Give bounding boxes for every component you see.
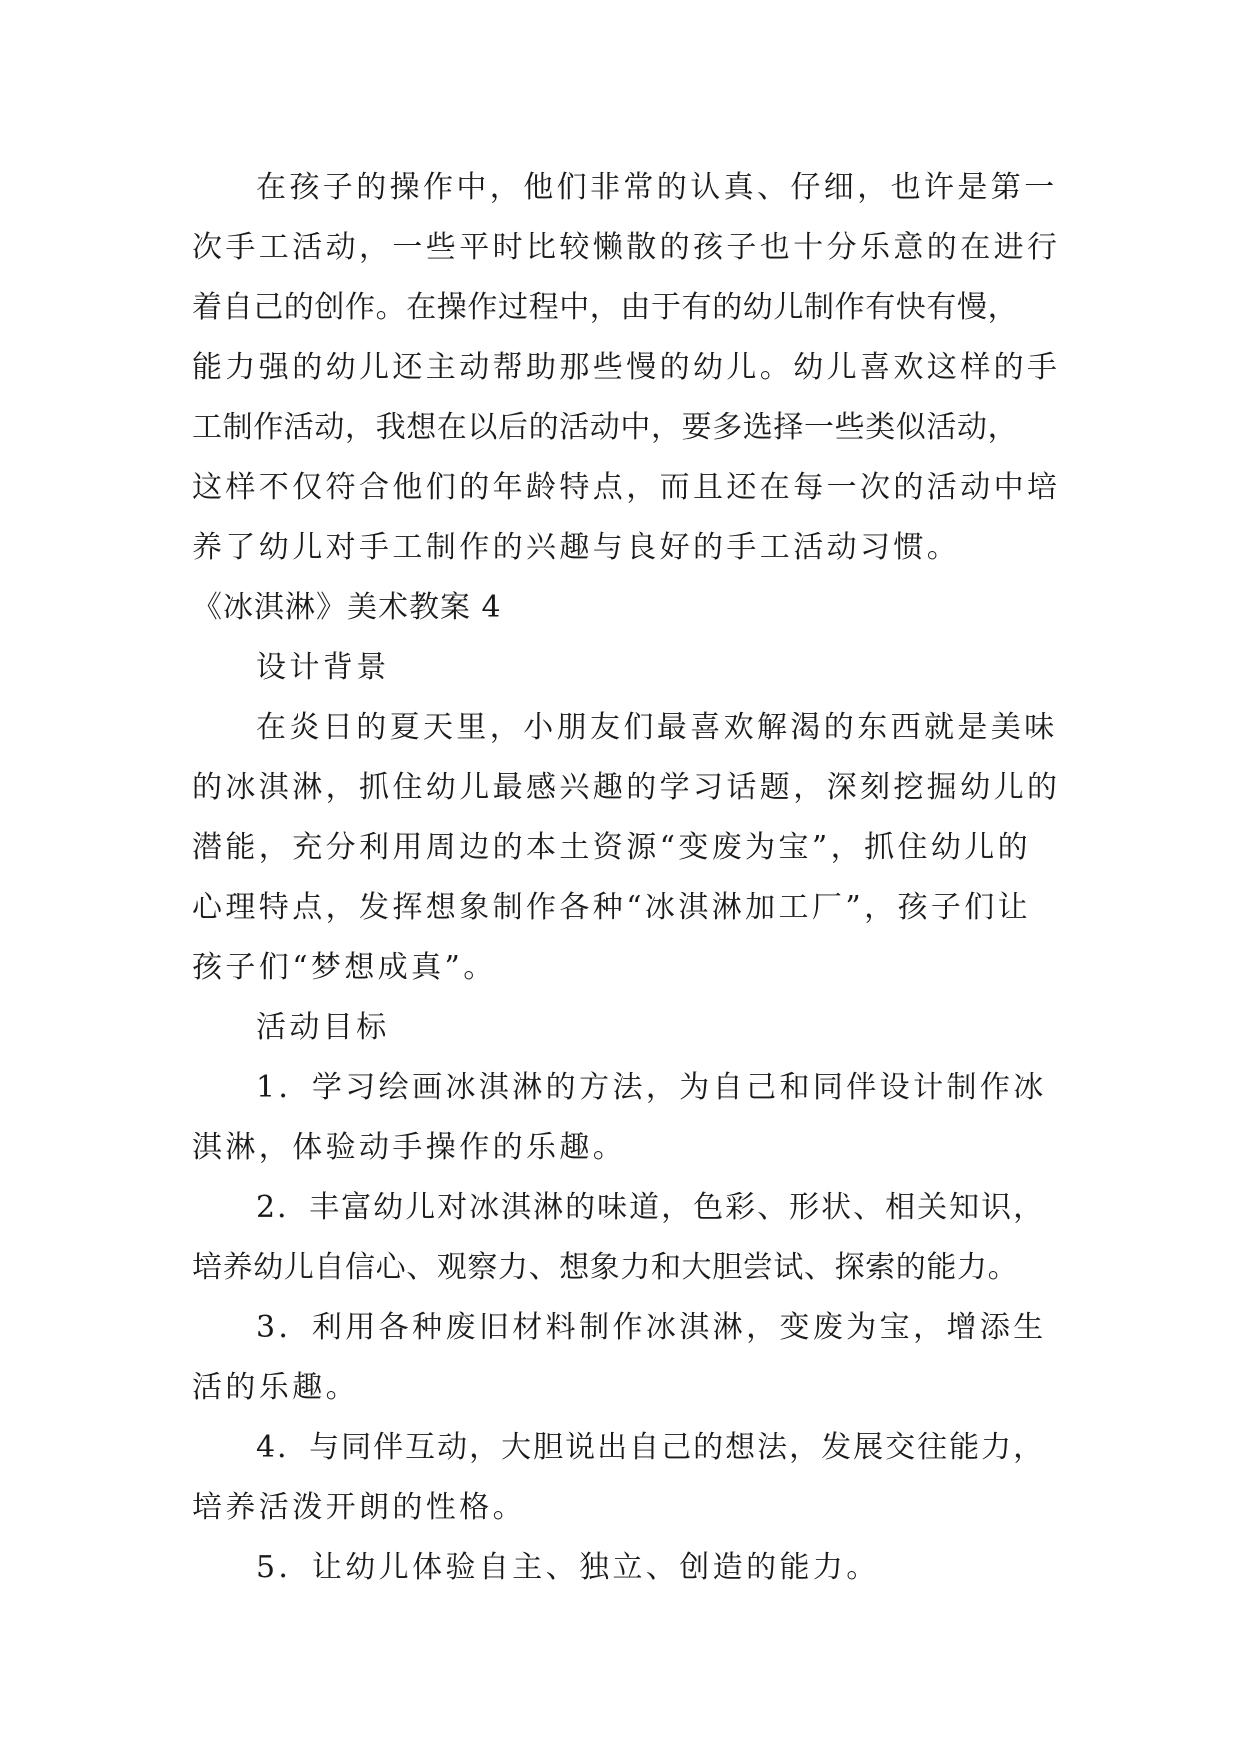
paragraph-line: 这样不仅符合他们的年龄特点，而且还在每一次的活动中培 (192, 470, 1061, 505)
list-item: 5．让幼儿体验自主、独立、创造的能力。 (256, 1550, 880, 1585)
paragraph-line: 养了幼儿对手工制作的兴趣与良好的手工活动习惯。 (192, 530, 961, 565)
subheading: 活动目标 (256, 1010, 390, 1045)
list-item-continuation: 淇淋，体验动手操作的乐趣。 (192, 1130, 627, 1165)
paragraph-line: 孩子们“梦想成真”。 (192, 950, 497, 985)
list-item: 2．丰富幼儿对冰淇淋的味道，色彩、形状、相关知识， (256, 1190, 1046, 1225)
paragraph-line: 的冰淇淋，抓住幼儿最感兴趣的学习话题，深刻挖掘幼儿的 (192, 770, 1061, 805)
subheading: 设计背景 (256, 650, 390, 685)
list-item: 3．利用各种废旧材料制作冰淇淋，变废为宝，增添生 (256, 1310, 1047, 1345)
list-item-continuation: 培养活泼开朗的性格。 (192, 1490, 526, 1525)
paragraph-line: 在孩子的操作中，他们非常的认真、仔细，也许是第一 (256, 170, 1058, 205)
list-item-continuation: 活的乐趣。 (192, 1370, 359, 1405)
paragraph-line: 着自己的创作。在操作过程中，由于有的幼儿制作有快有慢， (192, 290, 1019, 325)
paragraph-line: 次手工活动，一些平时比较懒散的孩子也十分乐意的在进行 (192, 230, 1061, 265)
document-body (192, 158, 1061, 1598)
paragraph-line: 能力强的幼儿还主动帮助那些慢的幼儿。幼儿喜欢这样的手 (192, 350, 1061, 385)
paragraph-line: 潜能，充分利用周边的本土资源“变废为宝”，抓住幼儿的 (192, 830, 1032, 865)
list-item-continuation: 培养幼儿自信心、观察力、想象力和大胆尝试、探索的能力。 (192, 1250, 1019, 1285)
paragraph-line: 心理特点，发挥想象制作各种“冰淇淋加工厂”，孩子们让 (192, 890, 1032, 925)
list-item: 1．学习绘画冰淇淋的方法，为自己和同伴设计制作冰 (256, 1070, 1047, 1105)
paragraph-line: 工制作活动，我想在以后的活动中，要多选择一些类似活动， (192, 410, 1019, 445)
section-heading: 《冰淇淋》美术教案 4 (192, 590, 502, 625)
list-item: 4．与同伴互动，大胆说出自己的想法，发展交往能力， (256, 1430, 1046, 1465)
paragraph-line: 在炎日的夏天里，小朋友们最喜欢解渴的东西就是美味 (256, 710, 1058, 745)
